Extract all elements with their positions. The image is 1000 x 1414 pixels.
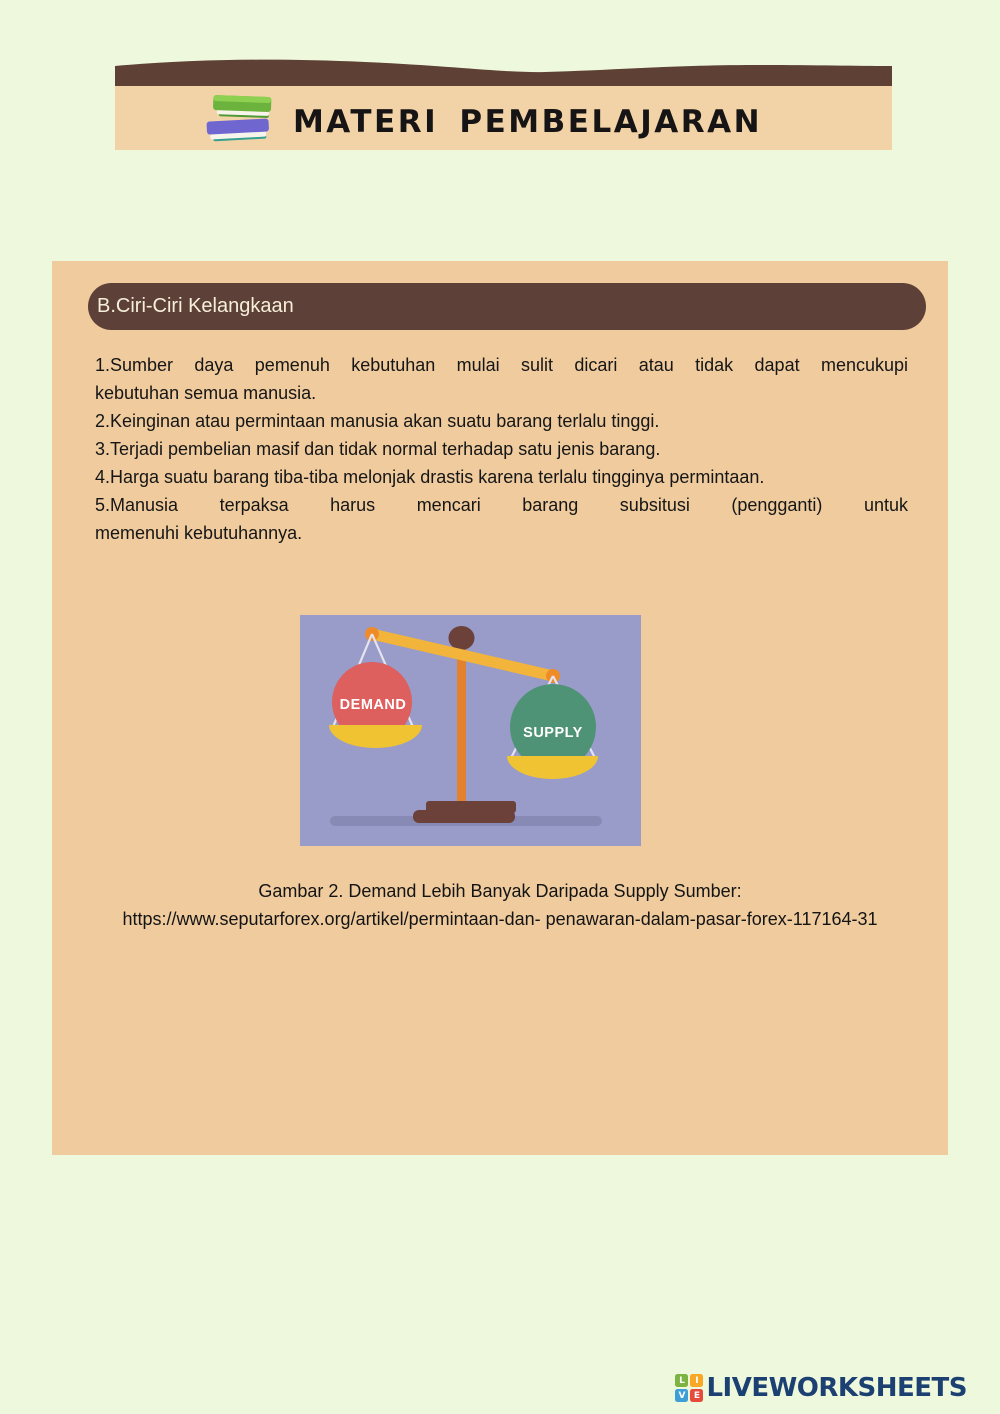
grid-letter: E	[690, 1389, 703, 1402]
figure-caption-source-url: https://www.seputarforex.org/artikel/permintaan-dan- penawaran-dalam-pasar-forex-117164-31	[122, 909, 878, 929]
demand-supply-scale-image	[300, 615, 641, 846]
supply-label: SUPPLY	[523, 725, 583, 741]
liveworksheets-brand[interactable]	[675, 1374, 967, 1402]
section-title: B.Ciri-Ciri Kelangkaan	[97, 295, 294, 317]
list-item: 1.Sumber daya pemenuh kebutuhan mulai sulit dicari atau tidak dapat mencukupi	[95, 355, 908, 375]
demand-label: DEMAND	[339, 697, 407, 713]
header-band	[115, 86, 892, 150]
list-item: 4.Harga suatu barang tiba-tiba melonjak drastis karena terlalu tingginya permintaan.	[95, 467, 765, 487]
page-title: MATERI PEMBELAJARAN	[292, 104, 763, 140]
list-item: kebutuhan semua manusia.	[95, 383, 317, 403]
grid-letter: I	[690, 1374, 703, 1387]
section-title-bar	[88, 283, 926, 330]
list-item: memenuhi kebutuhannya.	[95, 523, 303, 543]
grid-letter: V	[675, 1389, 688, 1402]
liveworksheets-grid-icon	[675, 1374, 703, 1402]
liveworksheets-wordmark: LIVEWORKSHEETS	[706, 1373, 967, 1403]
scarcity-characteristics-list	[95, 351, 908, 547]
list-item: 3.Terjadi pembelian masif dan tidak normal terhadap satu jenis barang.	[95, 439, 661, 459]
figure-caption-title: Gambar 2. Demand Lebih Banyak Daripada Supply Sumber:	[258, 881, 742, 901]
grid-letter: L	[675, 1374, 688, 1387]
content-panel	[52, 261, 948, 1155]
figure-caption	[52, 877, 948, 933]
list-item: 2.Keinginan atau permintaan manusia akan suatu barang terlalu tinggi.	[95, 411, 660, 431]
books-icon	[201, 91, 277, 145]
list-item: 5.Manusia terpaksa harus mencari barang subsitusi (pengganti) untuk	[95, 495, 908, 515]
